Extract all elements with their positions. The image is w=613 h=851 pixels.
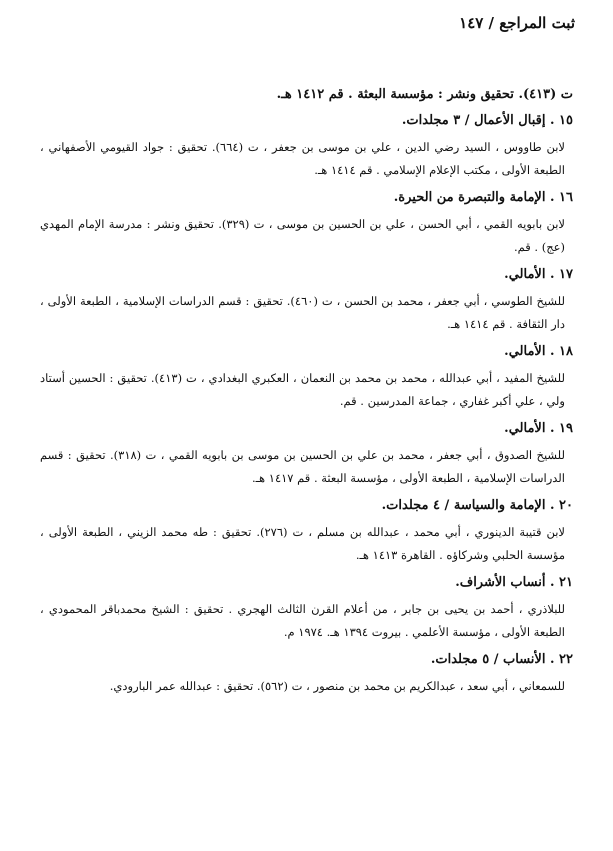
entry-title: الإمامة والتبصرة من الحيرة. [393, 190, 546, 205]
entry-number-separator: . [545, 652, 560, 667]
entry-volumes: / ٤ مجلدات. [381, 498, 450, 513]
entry-title: أنساب الأشراف. [455, 575, 546, 590]
entry-heading [40, 570, 573, 596]
entry-number-separator: . [545, 344, 560, 359]
entry-heading [40, 108, 573, 134]
entry-number-separator: . [545, 190, 560, 205]
entry-number: ١٥ [559, 113, 573, 128]
entry-number-separator: . [545, 498, 560, 513]
bibliography-entry [40, 493, 573, 570]
entry-volumes: / ٥ مجلدات. [430, 652, 499, 667]
entry-description: للبلاذري ، أحمد بن يحيى بن جابر ، من أعلام القرن الثالث الهجري . تحقيق : الشيخ محمدباقر المحمودي ، الطبعة الأولى ، مؤسسة الأعلمي . بيروت ١٣٩٤ هـ. ١٩٧٤ م. [40, 602, 565, 639]
entry-number: ١٩ [559, 421, 573, 436]
bibliography-entry [40, 108, 573, 185]
entry-title: الأمالي. [504, 267, 546, 282]
entry-number: ٢١ [559, 575, 573, 590]
entry-heading [40, 262, 573, 288]
entry-description: للشيخ الصدوق ، أبي جعفر ، محمد بن علي بن الحسين بن موسى بن بابويه القمي ، ت (٣١٨). تحقيق : قسم الدراسات الإسلامية ، الطبعة الأولى ، مؤسسة البعثة . قم ١٤١٧ هـ. [40, 448, 565, 485]
entry-heading [40, 493, 573, 519]
entry-heading [40, 185, 573, 211]
bibliography-entry [40, 339, 573, 416]
entries-container [40, 108, 573, 701]
entry-number: ٢٠ [559, 498, 573, 513]
entry-heading [40, 339, 573, 365]
entry-number: ٢٢ [559, 652, 573, 667]
entry-title: إقبال الأعمال [474, 113, 546, 128]
entry-number: ١٧ [559, 267, 573, 282]
entry-number: ١٦ [559, 190, 573, 205]
entry-title: الأمالي. [504, 344, 546, 359]
entry-description: لابن قتيبة الدينوري ، أبي محمد ، عبدالله بن مسلم ، ت (٢٧٦). تحقيق : طه محمد الزيني ، الطبعة الأولى ، مؤسسة الحلبي وشركاؤه . القاهرة ١٤١٣ هـ. [40, 525, 565, 562]
entry-description: للسمعاني ، أبي سعد ، عبدالكريم بن محمد بن منصور ، ت (٥٦٢). تحقيق : عبدالله عمر البارودي. [109, 679, 565, 693]
entry-title: الإمامة والسياسة [453, 498, 546, 513]
entry-description: للشيخ الطوسي ، أبي جعفر ، محمد بن الحسن ، ت (٤٦٠). تحقيق : قسم الدراسات الإسلامية ، الطبعة الأولى ، دار الثقافة . قم ١٤١٤ هـ. [40, 294, 565, 331]
entry-title: الأنساب [503, 652, 546, 667]
entry-description: لابن بابويه القمي ، أبي الحسن ، علي بن الحسين بن موسى ، ت (٣٢٩). تحقيق ونشر : مدرسة الإمام المهدي (عج) . قم. [40, 217, 565, 254]
entry-description: لابن طاووس ، السيد رضي الدين ، علي بن موسى بن جعفر ، ت (٦٦٤). تحقيق : جواد القيومي الأصفهاني ، الطبعة الأولى ، مكتب الإعلام الإسلامي . قم ١٤١٤ هـ. [40, 140, 565, 177]
entry-heading [40, 647, 573, 673]
entry-heading [40, 416, 573, 442]
bibliography-entry [40, 647, 573, 701]
entry-number-separator: . [545, 575, 560, 590]
entry-number-separator: . [545, 421, 560, 436]
entry-volumes: / ٣ مجلدات. [401, 113, 470, 128]
continued-entry-line: ت (٤١٣). تحقيق ونشر : مؤسسة البعثة . قم ١٤١٢ هـ. [276, 87, 573, 102]
bibliography-entry [40, 416, 573, 493]
entry-number: ١٨ [559, 344, 573, 359]
running-head: ثبت المراجع / ١٤٧ [459, 14, 575, 32]
entry-title: الأمالي. [504, 421, 546, 436]
bibliography-entry [40, 185, 573, 262]
bibliography-entry [40, 262, 573, 339]
entry-description: للشيخ المفيد ، أبي عبدالله ، محمد بن محمد بن النعمان ، العكبري البغدادي ، ت (٤١٣). تحقيق : الحسين أستاد ولي ، علي أكبر غفاري ، جماعة المدرسين . قم. [40, 371, 565, 408]
bibliography-list [40, 82, 573, 701]
entry-number-separator: . [545, 113, 560, 128]
bibliography-entry [40, 570, 573, 647]
entry-number-separator: . [545, 267, 560, 282]
